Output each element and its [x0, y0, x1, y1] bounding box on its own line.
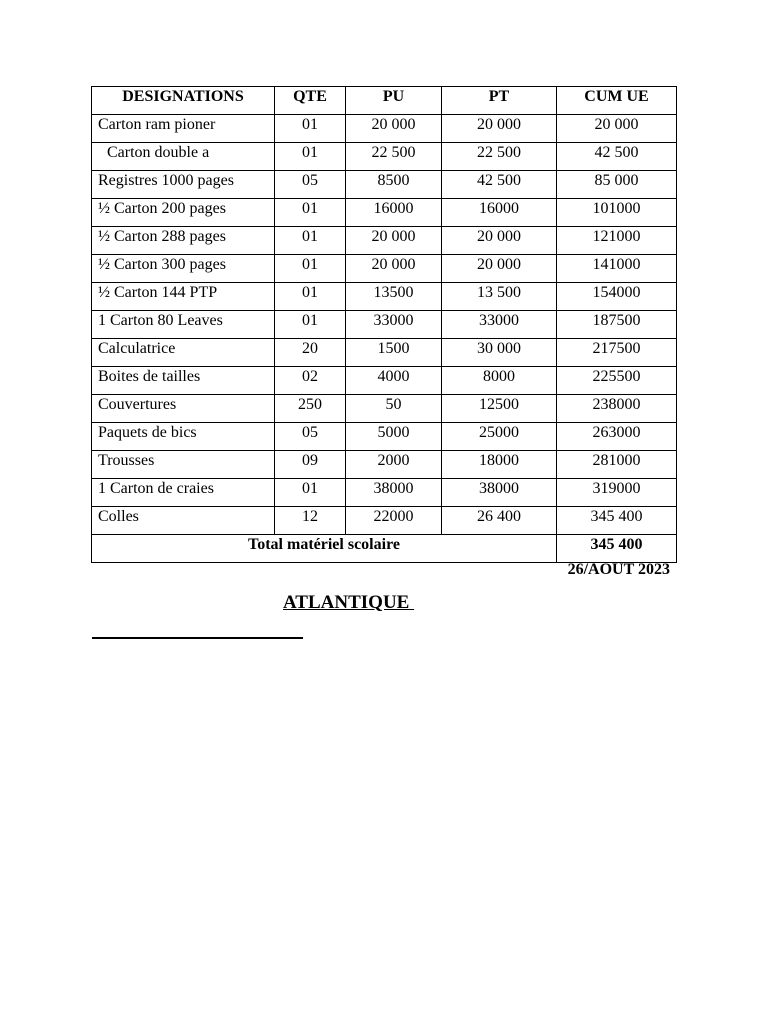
cell-qte: 01	[275, 115, 346, 143]
cell-pt: 20 000	[442, 115, 557, 143]
total-row	[92, 535, 677, 563]
cell-cum: 42 500	[557, 143, 677, 171]
cell-designation: Calculatrice	[92, 339, 275, 367]
cell-cum: 319000	[557, 479, 677, 507]
signature-line	[92, 637, 303, 639]
cell-pu: 33000	[346, 311, 442, 339]
organization-name: ATLANTIQUE	[283, 592, 415, 613]
cell-qte: 01	[275, 311, 346, 339]
cell-designation: Boites de tailles	[92, 367, 275, 395]
cell-designation: Carton double a	[92, 143, 275, 171]
cell-designation: ½ Carton 144 PTP	[92, 283, 275, 311]
cell-pt: 12500	[442, 395, 557, 423]
cell-pt: 20 000	[442, 227, 557, 255]
cell-cum: 85 000	[557, 171, 677, 199]
cell-pu: 13500	[346, 283, 442, 311]
supplies-table	[91, 86, 677, 563]
cell-qte: 09	[275, 451, 346, 479]
cell-designation: Registres 1000 pages	[92, 171, 275, 199]
cell-pt: 13 500	[442, 283, 557, 311]
cell-designation: 1 Carton 80 Leaves	[92, 311, 275, 339]
cell-cum: 345 400	[557, 507, 677, 535]
cell-pt: 16000	[442, 199, 557, 227]
cell-cum: 225500	[557, 367, 677, 395]
cell-pu: 22 500	[346, 143, 442, 171]
table-row	[92, 367, 677, 395]
cell-cum: 121000	[557, 227, 677, 255]
table-row	[92, 311, 677, 339]
cell-pu: 8500	[346, 171, 442, 199]
table-row	[92, 255, 677, 283]
cell-designation: Paquets de bics	[92, 423, 275, 451]
cell-qte: 05	[275, 423, 346, 451]
cell-qte: 05	[275, 171, 346, 199]
cell-designation: Trousses	[92, 451, 275, 479]
cell-cum: 263000	[557, 423, 677, 451]
cell-cum: 238000	[557, 395, 677, 423]
cell-pu: 16000	[346, 199, 442, 227]
cell-pt: 30 000	[442, 339, 557, 367]
cell-qte: 01	[275, 143, 346, 171]
cell-pt: 25000	[442, 423, 557, 451]
cell-pt: 38000	[442, 479, 557, 507]
cell-pu: 20 000	[346, 115, 442, 143]
cell-pu: 20 000	[346, 255, 442, 283]
cell-designation: Carton ram pioner	[92, 115, 275, 143]
cell-qte: 01	[275, 283, 346, 311]
table-row	[92, 395, 677, 423]
cell-cum: 281000	[557, 451, 677, 479]
cell-pu: 2000	[346, 451, 442, 479]
header-cum: CUM UE	[557, 87, 677, 115]
cell-cum: 154000	[557, 283, 677, 311]
cell-cum: 141000	[557, 255, 677, 283]
cell-qte: 250	[275, 395, 346, 423]
cell-qte: 12	[275, 507, 346, 535]
cell-pu: 50	[346, 395, 442, 423]
cell-cum: 217500	[557, 339, 677, 367]
table-row	[92, 339, 677, 367]
cell-pt: 8000	[442, 367, 557, 395]
cell-pt: 20 000	[442, 255, 557, 283]
table-row	[92, 283, 677, 311]
cell-pu: 22000	[346, 507, 442, 535]
cell-pu: 4000	[346, 367, 442, 395]
cell-pu: 20 000	[346, 227, 442, 255]
table-row	[92, 423, 677, 451]
cell-cum: 20 000	[557, 115, 677, 143]
cell-qte: 01	[275, 227, 346, 255]
cell-pt: 26 400	[442, 507, 557, 535]
cell-qte: 01	[275, 479, 346, 507]
cell-cum: 101000	[557, 199, 677, 227]
table-row	[92, 451, 677, 479]
cell-cum: 187500	[557, 311, 677, 339]
table-row	[92, 227, 677, 255]
cell-designation: ½ Carton 200 pages	[92, 199, 275, 227]
cell-pu: 5000	[346, 423, 442, 451]
cell-pt: 18000	[442, 451, 557, 479]
cell-qte: 02	[275, 367, 346, 395]
table-row	[92, 143, 677, 171]
table-row	[92, 479, 677, 507]
table-row	[92, 199, 677, 227]
cell-designation: ½ Carton 288 pages	[92, 227, 275, 255]
cell-pt: 22 500	[442, 143, 557, 171]
header-pu: PU	[346, 87, 442, 115]
cell-pu: 38000	[346, 479, 442, 507]
total-label: Total matériel scolaire	[92, 535, 557, 563]
cell-qte: 01	[275, 255, 346, 283]
cell-designation: Colles	[92, 507, 275, 535]
cell-qte: 20	[275, 339, 346, 367]
header-designations: DESIGNATIONS	[92, 87, 275, 115]
cell-pu: 1500	[346, 339, 442, 367]
header-qte: QTE	[275, 87, 346, 115]
table-header-row	[92, 87, 677, 115]
total-value: 345 400	[557, 535, 677, 563]
header-pt: PT	[442, 87, 557, 115]
document-date: 26/AOUT 2023	[567, 561, 670, 578]
cell-pt: 33000	[442, 311, 557, 339]
table-row	[92, 171, 677, 199]
cell-designation: ½ Carton 300 pages	[92, 255, 275, 283]
table-row	[92, 115, 677, 143]
cell-designation: Couvertures	[92, 395, 275, 423]
cell-pt: 42 500	[442, 171, 557, 199]
cell-designation: 1 Carton de craies	[92, 479, 275, 507]
table-row	[92, 507, 677, 535]
cell-qte: 01	[275, 199, 346, 227]
